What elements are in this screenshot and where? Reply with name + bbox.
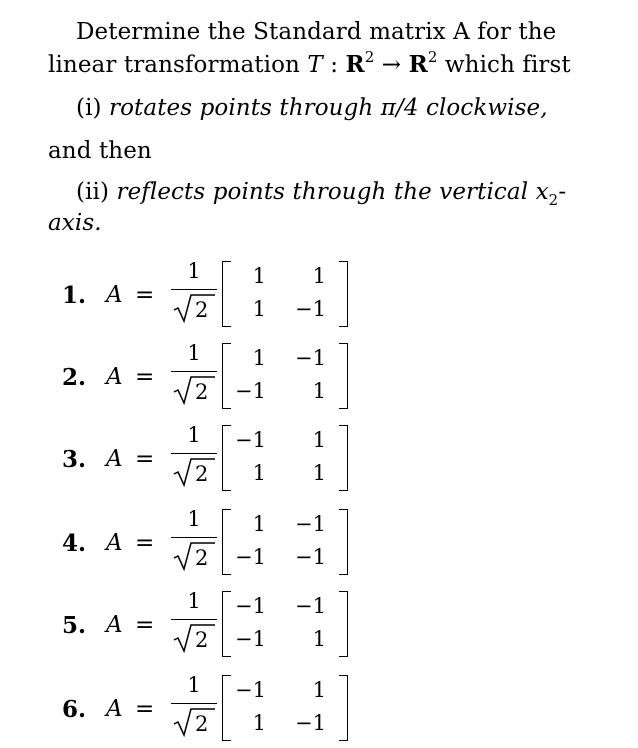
matrix-entry-r2-c2: 1 [312,379,326,403]
square-root-sign [171,374,217,406]
radicand: 2 [195,546,209,570]
option-variable: A [106,696,123,722]
left-bracket [222,591,231,657]
square-root-sign [171,292,217,324]
matrix-entry-r1-c1: 1 [252,346,266,370]
option-variable: A [106,282,123,308]
fraction-denominator [171,622,217,654]
matrix-entry-r1-c1: −1 [235,594,266,618]
transformation-symbol: T [307,52,323,78]
fraction-numerator: 1 [187,589,201,613]
square-root-sign [171,456,217,488]
step-2-variable: x [535,179,549,205]
matrix-entry-r2-c1: 1 [252,711,266,735]
answer-option-5[interactable] [62,588,382,664]
matrix-entry-r1-c1: −1 [235,428,266,452]
codomain-space: R [408,51,428,78]
equals-sign: = [135,446,155,472]
codomain-exponent: 2 [427,48,438,66]
answer-option-6[interactable] [62,672,382,748]
radicand: 2 [195,462,209,486]
fraction-denominator [171,292,217,324]
matrix-entry-r2-c1: −1 [235,627,266,651]
option-variable: A [106,446,123,472]
answer-option-2[interactable] [62,340,382,416]
right-bracket [339,343,348,409]
step-1-text: rotates points through [101,95,381,121]
fraction-bar [171,289,217,290]
connector-label: and then [48,138,152,164]
matrix [222,340,352,412]
fraction-bar [171,619,217,620]
fraction-bar [171,371,217,372]
fraction-numerator: 1 [187,507,201,531]
question-line-2 [48,50,571,82]
scalar-fraction [169,588,219,658]
domain-exponent: 2 [364,48,375,66]
left-bracket [222,261,231,327]
fraction-numerator: 1 [187,259,201,283]
option-number: 4. [62,530,87,557]
question-line-1 [76,17,556,47]
scalar-fraction [169,340,219,410]
equals-sign: = [135,282,155,308]
right-bracket [339,675,348,741]
question-line-2-pre: linear transformation [48,52,300,78]
matrix-entry-r1-c2: −1 [295,594,326,618]
matrix-entry-r2-c2: −1 [295,711,326,735]
matrix-entry-r2-c2: −1 [295,297,326,321]
scalar-fraction [169,672,219,742]
fraction-denominator [171,374,217,406]
fraction-bar [171,453,217,454]
domain-space: R [345,51,365,78]
matrix-entry-r2-c1: −1 [235,545,266,569]
answer-option-3[interactable] [62,422,382,498]
mapping-arrow: → [374,52,409,78]
fraction-denominator [171,706,217,738]
option-number: 3. [62,446,87,473]
step-2-continued-text: axis. [48,210,102,236]
radicand: 2 [195,380,209,404]
matrix-entry-r1-c1: 1 [252,264,266,288]
matrix [222,588,352,660]
option-variable: A [106,364,123,390]
right-bracket [339,261,348,327]
radicand: 2 [195,712,209,736]
matrix-entry-r1-c2: 1 [312,678,326,702]
option-number: 5. [62,612,87,639]
matrix [222,506,352,578]
right-bracket [339,591,348,657]
equals-sign: = [135,612,155,638]
option-number: 6. [62,696,87,723]
step-2-label: (ii) [76,179,110,205]
step-2-dash: - [558,179,567,205]
left-bracket [222,425,231,491]
matrix-entry-r1-c2: 1 [312,428,326,452]
left-bracket [222,343,231,409]
matrix-entry-r1-c2: 1 [312,264,326,288]
matrix-entry-r2-c1: 1 [252,297,266,321]
square-root-sign [171,706,217,738]
answer-option-4[interactable] [62,506,382,582]
equals-sign: = [135,696,155,722]
colon: : [322,52,346,78]
step-1 [76,93,548,123]
option-number: 2. [62,364,87,391]
matrix [222,422,352,494]
scalar-fraction [169,506,219,576]
square-root-sign [171,622,217,654]
step-1-angle: π/4 [380,95,419,121]
equals-sign: = [135,530,155,556]
step-2-continued [48,208,102,238]
matrix-entry-r2-c1: 1 [252,461,266,485]
matrix-entry-r1-c2: −1 [295,512,326,536]
matrix [222,258,352,330]
matrix-entry-r2-c1: −1 [235,379,266,403]
scalar-fraction [169,258,219,328]
step-2-text: reflects points through the vertical [109,179,536,205]
question-line-2-post: which first [437,52,571,78]
square-root-sign [171,540,217,572]
matrix-entry-r2-c2: 1 [312,627,326,651]
right-bracket [339,509,348,575]
fraction-numerator: 1 [187,423,201,447]
question-line-1-text: Determine the Standard matrix A for the [76,19,557,45]
left-bracket [222,509,231,575]
matrix [222,672,352,744]
step-1-text-2: clockwise, [418,95,548,121]
option-variable: A [106,612,123,638]
fraction-denominator [171,456,217,488]
matrix-entry-r1-c2: −1 [295,346,326,370]
matrix-entry-r2-c2: 1 [312,461,326,485]
step-2 [76,177,566,209]
answer-option-1[interactable] [62,258,382,334]
fraction-bar [171,703,217,704]
step-2-subscript: 2 [548,191,559,209]
matrix-entry-r1-c1: 1 [252,512,266,536]
radicand: 2 [195,628,209,652]
step-1-label: (i) [76,95,102,121]
fraction-bar [171,537,217,538]
fraction-denominator [171,540,217,572]
fraction-numerator: 1 [187,341,201,365]
radicand: 2 [195,298,209,322]
equals-sign: = [135,364,155,390]
option-variable: A [106,530,123,556]
connector-text [48,136,152,166]
scalar-fraction [169,422,219,492]
matrix-entry-r2-c2: −1 [295,545,326,569]
fraction-numerator: 1 [187,673,201,697]
option-number: 1. [62,282,87,309]
left-bracket [222,675,231,741]
matrix-entry-r1-c1: −1 [235,678,266,702]
right-bracket [339,425,348,491]
